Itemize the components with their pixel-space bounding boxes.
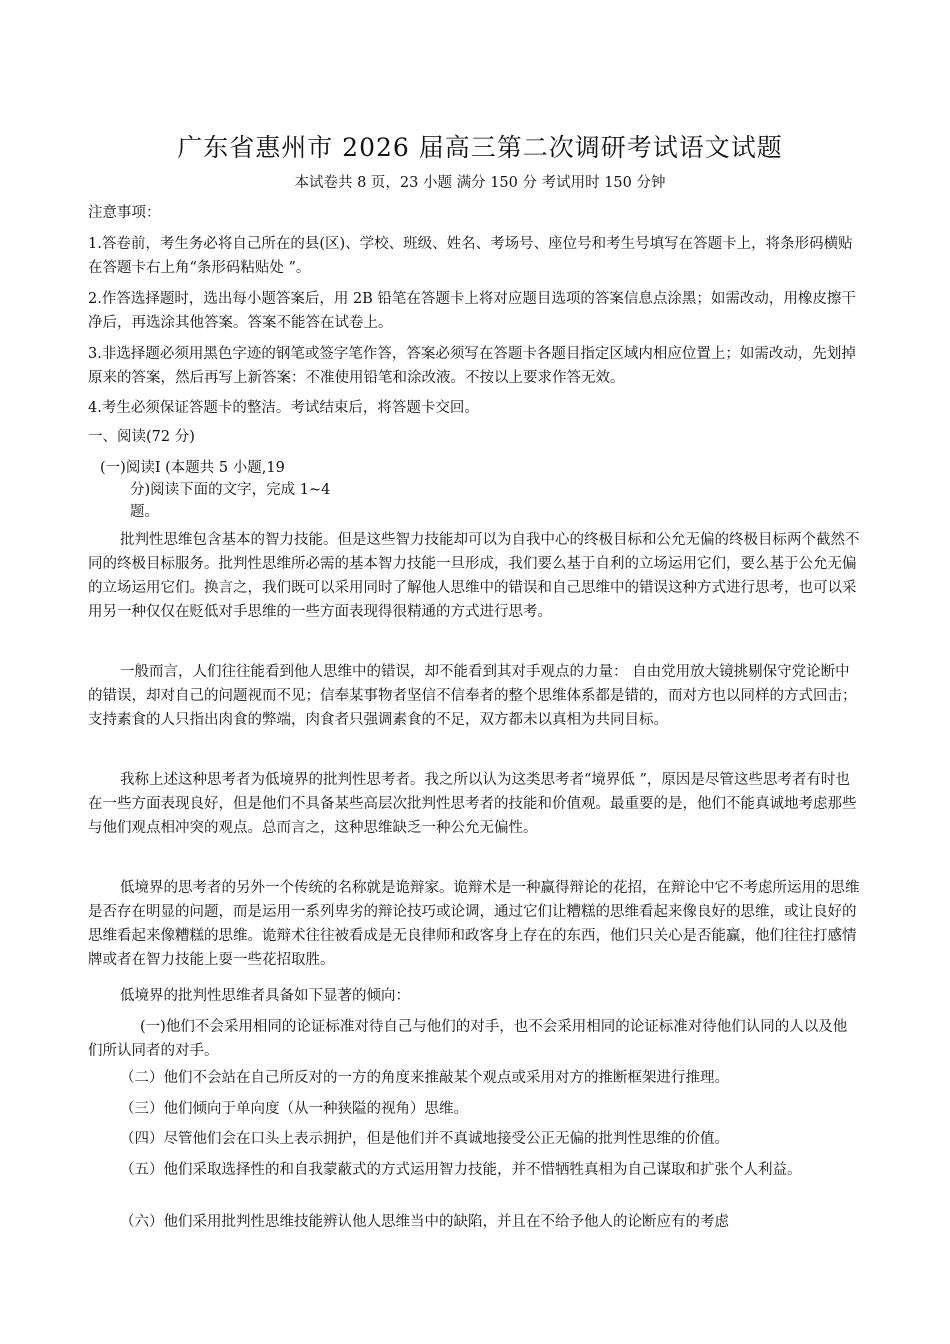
tendency-item-1: (一)他们不会采用相同的论证标准对待自己与他们的对手，也不会采用相同的论证标准对待他们认同的人以及他们所认同者的对手。: [88, 1019, 848, 1059]
notice-item-3: 3.非选择题必须用黑色字迹的钢笔或签字笔作答，答案必须写在答题卡各题目指定区域内相应位置上；如需改动，先划掉原来的答案，然后再写上新答案：不准使用铅笔和涂改液。不按以上要求作答无效。: [88, 346, 856, 386]
section-sub-line-2: 分)阅读下面的文字，完成 1~4: [130, 482, 331, 498]
tendency-item-6: （六）他们采用批判性思维技能辨认他人思维当中的缺陷，并且在不给予他人的论断应有的考虑: [120, 1214, 729, 1230]
passage-paragraph-4: 低境界的思考者的另外一个传统的名称就是诡辩家。诡辩术是一种赢得辩论的花招，在辩论中它不考虑所运用的思维是否存在明显的问题，而是运用一系列卑劣的辩论技巧或论调，通过它们让糟糕的思维看起来像良好的思维，或让良好的思维看起来像糟糕的思维。诡辩术往往被看成是无良律师和政客身上存在的东西，他们只关心是否能赢，他们往往打感情牌或者在智力技能上耍一些花招取胜。: [88, 880, 860, 968]
passage-paragraph-5: 低境界的批判性思维者具备如下显著的倾向：: [120, 988, 410, 1004]
tendency-item-4: （四）尽管他们会在口头上表示拥护，但是他们并不真诚地接受公正无偏的批判性思维的价值。: [120, 1131, 729, 1147]
tendency-item-3: （三）他们倾向于单向度（从一种狭隘的视角）思维。: [120, 1101, 468, 1117]
notice-heading: 注意事项：: [88, 205, 161, 221]
exam-title: 广东省惠州市 2026 届高三第二次调研考试语文试题: [177, 133, 783, 162]
notice-item-2: 2.作答选择题时，选出每小题答案后，用 2B 铅笔在答题卡上将对应题目选项的答案信息点涂黑；如需改动，用橡皮擦干净后，再选涂其他答案。答案不能答在试卷上。: [88, 291, 856, 331]
notice-item-1: 1.答卷前，考生务必将自己所在的县(区)、学校、班级、姓名、考场号、座位号和考生号填写在答题卡上，将条形码横贴在答题卡右上角“条形码粘贴处 ”。: [88, 236, 853, 276]
tendency-item-2: （二）他们不会站在自己所反对的一方的角度来推敲某个观点或采用对方的推断框架进行推理。: [120, 1070, 729, 1086]
exam-subtitle: 本试卷共 8 页，23 小题 满分 150 分 考试用时 150 分钟: [294, 175, 666, 191]
notice-item-4: 4.考生必须保证答题卡的整洁。考试结束后，将答题卡交回。: [88, 400, 479, 416]
tendency-item-5: （五）他们采取选择性的和自我蒙蔽式的方式运用智力技能，并不惜牺牲真相为自己谋取和扩张个人利益。: [120, 1162, 802, 1178]
section-sub-line-1: (一)阅读Ⅰ (本题共 5 小题,19: [100, 460, 285, 476]
section-subheading: [100, 457, 360, 523]
section-heading: 一、阅读(72 分): [88, 429, 195, 445]
passage-paragraph-1: 批判性思维包含基本的智力技能。但是这些智力技能却可以为自我中心的终极目标和公允无偏的终极目标两个截然不同的终极目标服务。批判性思维所必需的基本智力技能一旦形成，我们要么基于自利的立场运用它们，要么基于公允无偏的立场运用它们。换言之，我们既可以采用同时了解他人思维中的错误和自己思维中的错误这种方式进行思考，也可以采用另一种仅仅在贬低对手思维的一些方面表现得很精通的方式进行思考。: [88, 532, 860, 620]
section-sub-line-3: 题。: [130, 504, 159, 520]
passage-paragraph-2: 一般而言，人们往往能看到他人思维中的错误，却不能看到其对手观点的力量： 自由党用放大镜挑剔保守党论断中的错误，却对自己的问题视而不见；信奉某事物者坚信不信奉者的整个思维体系都是错的，而对方也以同样的方式回击；支持素食的人只指出肉食的弊端，肉食者只强调素食的不足，双方都未以真相为共同目标。: [88, 664, 857, 728]
passage-paragraph-3: 我称上述这种思考者为低境界的批判性思考者。我之所以认为这类思考者“境界低 ”，原因是尽管这些思考者有时也在一些方面表现良好，但是他们不具备某些高层次批判性思考者的技能和价值观。最重要的是，他们不能真诚地考虑那些与他们观点相冲突的观点。总而言之，这种思维缺乏一种公允无偏性。: [88, 772, 857, 836]
